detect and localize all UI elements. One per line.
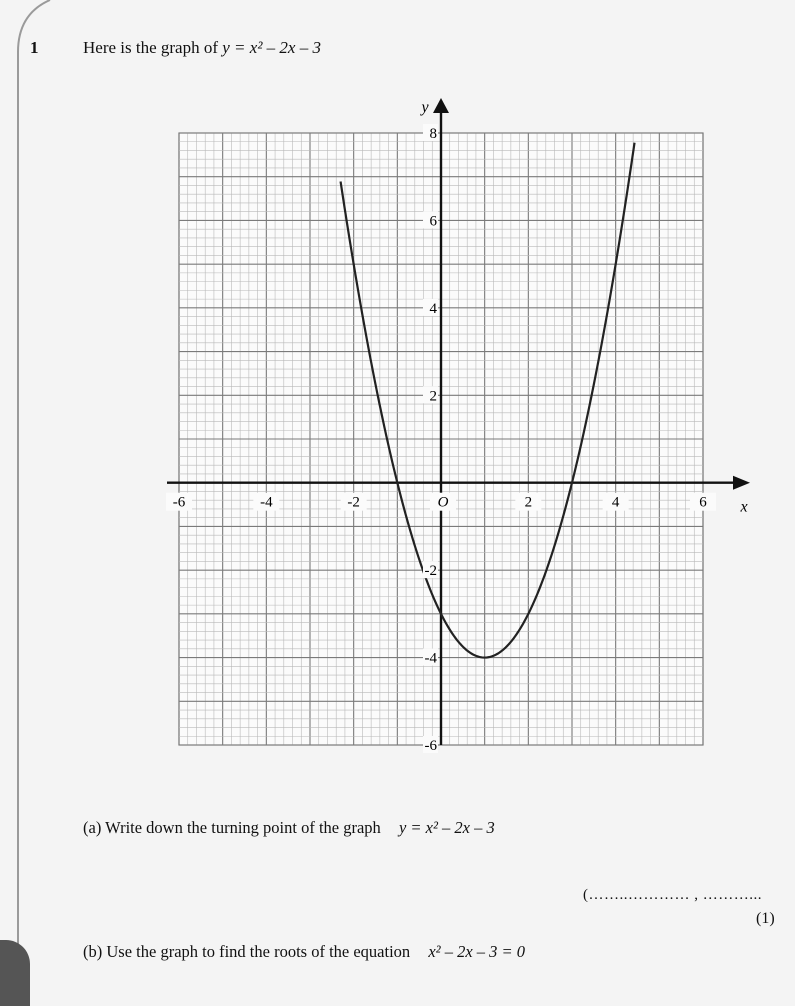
- y-tick-label: -2: [424, 563, 437, 580]
- y-tick-label: 2: [429, 388, 437, 405]
- x-tick-label: -2: [347, 494, 360, 511]
- part-b-equation: x² – 2x – 3 = 0: [428, 942, 526, 961]
- part-a-text: Write down the turning point of the graph: [105, 818, 381, 837]
- y-tick-label: 8: [429, 126, 437, 142]
- part-b-label: (b): [83, 942, 103, 961]
- y-tick-label: -4: [424, 650, 437, 667]
- part-a-equation: y = x² – 2x – 3: [398, 818, 495, 837]
- question-stem-text: Here is the graph of: [83, 38, 219, 57]
- x-tick-label: 2: [524, 494, 533, 511]
- x-axis-arrow: [733, 476, 750, 490]
- x-tick-label: -6: [172, 494, 186, 511]
- question-number: 1: [30, 38, 39, 57]
- part-b: [83, 942, 525, 962]
- y-tick-label: -6: [424, 738, 437, 754]
- y-tick-label: 4: [429, 300, 437, 317]
- part-a-answer-line[interactable]: (……..………… , ………...: [583, 887, 762, 903]
- x-tick-label: -4: [260, 494, 273, 511]
- x-tick-label: 6: [699, 494, 707, 511]
- part-a-label: (a): [83, 818, 102, 837]
- part-b-text: Use the graph to find the roots of the equation: [106, 942, 411, 961]
- x-axis-label: x: [740, 498, 748, 516]
- x-tick-label: O: [437, 494, 449, 511]
- page-corner-shadow: [0, 940, 30, 1006]
- y-axis-label: y: [421, 99, 429, 116]
- y-tick-label: 6: [429, 213, 437, 230]
- y-axis-arrow: [433, 98, 449, 113]
- x-tick-label: 4: [611, 494, 620, 511]
- question-equation: y = x² – 2x – 3: [222, 38, 321, 57]
- part-a: [83, 818, 495, 838]
- part-a-marks: (1): [756, 910, 775, 927]
